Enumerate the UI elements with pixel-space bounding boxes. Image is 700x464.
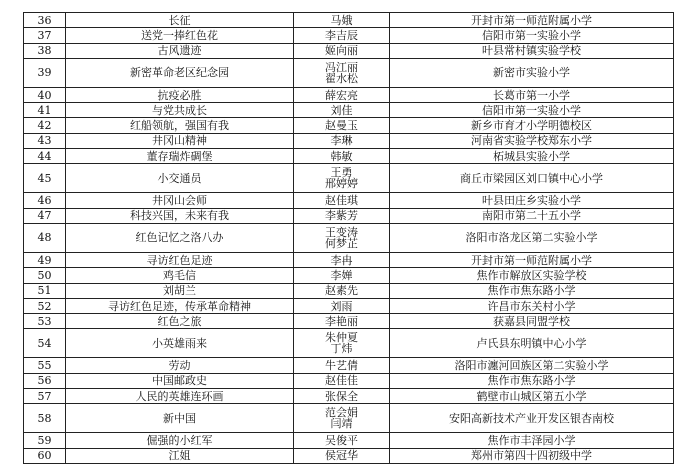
table-row [24,118,674,133]
work-title: 新中国 [66,404,294,433]
row-number: 43 [24,133,66,148]
work-title: 井冈山会师 [66,193,294,208]
school-name: 洛阳市瀍河回族区第二实验小学 [390,358,674,373]
work-title: 江姐 [66,448,294,463]
author-cell [294,164,390,193]
author-name: 王变涛 [325,225,358,239]
table-row [24,103,674,118]
author-cell [294,87,390,102]
author-name: 李紫芳 [325,209,358,223]
table-row [24,329,674,358]
author-cell [294,223,390,252]
table-row [24,448,674,463]
work-title: 送党一捧红色花 [66,28,294,43]
author-cell [294,13,390,28]
author-name: 张保全 [325,389,358,403]
school-name: 叶县田庄乡实验小学 [390,193,674,208]
table-row [24,133,674,148]
school-name: 鹤壁市山城区第五小学 [390,389,674,404]
author-name: 李吉辰 [325,28,358,42]
author-name: 马娥 [330,13,353,27]
school-name: 许昌市东关村小学 [390,298,674,313]
table-row [24,404,674,433]
work-title: 寻访红色足迹，传承革命精神 [66,298,294,313]
row-number: 38 [24,43,66,58]
work-title: 鸡毛信 [66,268,294,283]
work-title: 抗疫必胜 [66,87,294,102]
work-title: 人民的英雄连环画 [66,389,294,404]
author-name: 韩敏 [330,149,353,163]
row-number: 39 [24,58,66,87]
school-name: 郑州市第四十四初级中学 [390,448,674,463]
author-name: 冯江丽 [325,60,358,74]
table-row [24,223,674,252]
table-row [24,433,674,448]
table-row [24,252,674,267]
author-name: 朱仲夏 [325,331,358,345]
school-name: 焦作市解放区实验学校 [390,268,674,283]
table-row [24,164,674,193]
school-name: 焦作市焦东路小学 [390,283,674,298]
author-name: 李婵 [330,268,353,282]
author-name: 赵素先 [325,284,358,298]
author-name: 赵佳琪 [325,194,358,208]
author-cell [294,373,390,388]
author-name: 李艳丽 [325,314,358,328]
row-number: 51 [24,283,66,298]
school-name: 开封市第一师范附属小学 [390,252,674,267]
table-row [24,298,674,313]
author-cell [294,448,390,463]
row-number: 47 [24,208,66,223]
work-title: 刘胡兰 [66,283,294,298]
work-title: 寻访红色足迹 [66,252,294,267]
work-title: 红色之旅 [66,314,294,329]
table-row [24,149,674,164]
table-row [24,208,674,223]
author-name: 刘佳 [330,103,353,117]
author-name: 赵曼玉 [325,119,358,133]
author-name: 吴俊平 [325,433,358,447]
row-number: 41 [24,103,66,118]
author-name: 牛艺倩 [325,359,358,373]
row-number: 44 [24,149,66,164]
row-number: 54 [24,329,66,358]
school-name: 长葛市第一小学 [390,87,674,102]
row-number: 49 [24,252,66,267]
work-title: 红色记忆之洛八办 [66,223,294,252]
table-row [24,28,674,43]
author-name: 闫靖 [330,417,353,431]
row-number: 42 [24,118,66,133]
table-row [24,87,674,102]
row-number: 55 [24,358,66,373]
row-number: 40 [24,87,66,102]
author-name: 丁炜 [330,342,353,356]
school-name: 叶县常村镇实验学校 [390,43,674,58]
table-row [24,283,674,298]
school-name: 卢氏县东明镇中心小学 [390,329,674,358]
school-name: 新密市实验小学 [390,58,674,87]
author-cell [294,404,390,433]
row-number: 46 [24,193,66,208]
author-cell [294,103,390,118]
table-row [24,43,674,58]
author-cell [294,133,390,148]
work-title: 古风遗迹 [66,43,294,58]
work-title: 长征 [66,13,294,28]
row-number: 53 [24,314,66,329]
row-number: 59 [24,433,66,448]
author-cell [294,389,390,404]
row-number: 37 [24,28,66,43]
author-name: 李琳 [330,134,353,148]
row-number: 50 [24,268,66,283]
work-title: 中国邮政史 [66,373,294,388]
author-cell [294,28,390,43]
table-row [24,358,674,373]
author-name: 薛宏亮 [325,88,358,102]
work-title: 红船领航，强国有我 [66,118,294,133]
author-cell [294,283,390,298]
school-name: 河南省实验学校郑东小学 [390,133,674,148]
work-title: 小英雄雨来 [66,329,294,358]
author-name: 姬向丽 [325,44,358,58]
author-name: 何梦芷 [325,236,358,250]
author-cell [294,58,390,87]
row-number: 48 [24,223,66,252]
work-title: 井冈山精神 [66,133,294,148]
author-cell [294,252,390,267]
row-number: 57 [24,389,66,404]
row-number: 60 [24,448,66,463]
work-title: 新密革命老区纪念园 [66,58,294,87]
school-name: 焦作市焦东路小学 [390,373,674,388]
school-name: 南阳市第二十五小学 [390,208,674,223]
author-name: 侯冠华 [325,449,358,463]
table-row [24,58,674,87]
work-title: 科技兴国，未来有我 [66,208,294,223]
row-number: 45 [24,164,66,193]
author-name: 刘雨 [330,299,353,313]
author-cell [294,208,390,223]
row-number: 36 [24,13,66,28]
row-number: 52 [24,298,66,313]
award-table-body [24,13,674,464]
award-table [23,12,674,464]
author-name: 赵佳佳 [325,374,358,388]
school-name: 信阳市第一实验小学 [390,103,674,118]
author-cell [294,298,390,313]
school-name: 开封市第一师范附属小学 [390,13,674,28]
author-cell [294,314,390,329]
school-name: 商丘市梁园区刘口镇中心小学 [390,164,674,193]
author-cell [294,329,390,358]
author-name: 王勇 [330,166,353,180]
author-cell [294,268,390,283]
author-cell [294,193,390,208]
table-row [24,193,674,208]
author-cell [294,118,390,133]
school-name: 获嘉县同盟学校 [390,314,674,329]
table-row [24,373,674,388]
work-title: 倔强的小红军 [66,433,294,448]
table-row [24,314,674,329]
table-row [24,268,674,283]
work-title: 董存瑞炸碉堡 [66,149,294,164]
author-name: 李冉 [330,253,353,267]
work-title: 劳动 [66,358,294,373]
author-name: 邢婷婷 [325,177,358,191]
author-cell [294,149,390,164]
author-cell [294,358,390,373]
table-row [24,13,674,28]
row-number: 58 [24,404,66,433]
work-title: 与党共成长 [66,103,294,118]
school-name: 信阳市第一实验小学 [390,28,674,43]
school-name: 柘城县实验小学 [390,149,674,164]
school-name: 安阳高新技术产业开发区银杏南校 [390,404,674,433]
school-name: 洛阳市洛龙区第二实验小学 [390,223,674,252]
author-name: 范会娟 [325,406,358,420]
table-row [24,389,674,404]
author-cell [294,43,390,58]
author-cell [294,433,390,448]
row-number: 56 [24,373,66,388]
author-name: 翟水松 [325,71,358,85]
school-name: 焦作市丰泽园小学 [390,433,674,448]
work-title: 小交通员 [66,164,294,193]
school-name: 新乡市育才小学明德校区 [390,118,674,133]
